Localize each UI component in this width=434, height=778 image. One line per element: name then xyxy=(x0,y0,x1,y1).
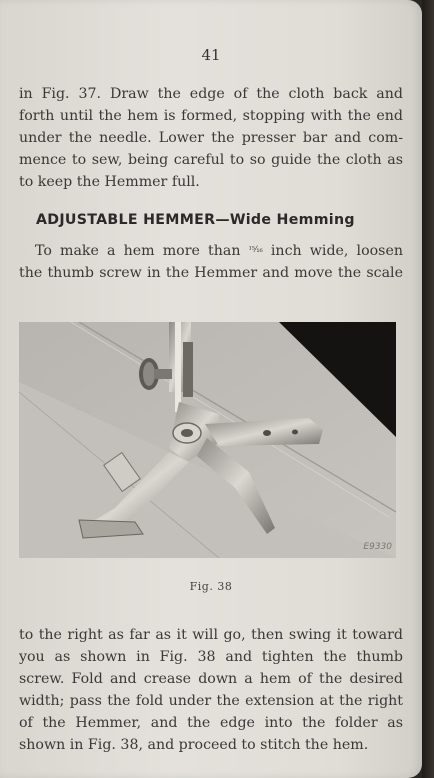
text-line: of the Hemmer, and the edge into the folder as xyxy=(19,715,403,731)
fraction-fifteen-sixteenths: ¹⁵⁄₁₆ xyxy=(248,245,263,254)
text-line: the thumb screw in the Hemmer and move the scale xyxy=(19,265,403,281)
plate-number: E9330 xyxy=(363,542,392,552)
page-number: 41 xyxy=(201,46,221,64)
figure-caption: Fig. 38 xyxy=(189,580,233,593)
text-line: in Fig. 37. Draw the edge of the cloth back and xyxy=(19,86,403,102)
text-line: shown in Fig. 38, and proceed to stitch the hem. xyxy=(19,737,369,753)
hemmer-photograph xyxy=(19,322,396,558)
text-line: to keep the Hemmer full. xyxy=(19,174,200,190)
paragraph-stitching-steps xyxy=(19,624,403,756)
text-line: mence to sew, being careful to so guide the cloth as xyxy=(19,152,403,168)
paragraph-wide-hemming xyxy=(19,240,403,284)
book-spine-edge xyxy=(422,0,434,778)
text-line: forth until the hem is formed, stopping with the end xyxy=(19,108,403,124)
text-line: screw. Fold and crease down a hem of the desired xyxy=(19,671,403,687)
paragraph-hem-instructions xyxy=(19,83,403,193)
text-line: width; pass the fold under the extension at the right xyxy=(19,693,403,709)
text-line: under the needle. Lower the presser bar and com- xyxy=(19,130,403,146)
text-segment: To make a hem more than xyxy=(35,243,241,259)
section-heading: ADJUSTABLE HEMMER—Wide Hemming xyxy=(36,212,355,228)
text-line xyxy=(19,240,403,262)
text-segment: inch wide, loosen xyxy=(270,243,403,259)
text-line: to the right as far as it will go, then swing it toward xyxy=(19,627,403,643)
text-line: you as shown in Fig. 38 and tighten the thumb xyxy=(19,649,403,665)
hemmer-illustration xyxy=(19,322,396,558)
